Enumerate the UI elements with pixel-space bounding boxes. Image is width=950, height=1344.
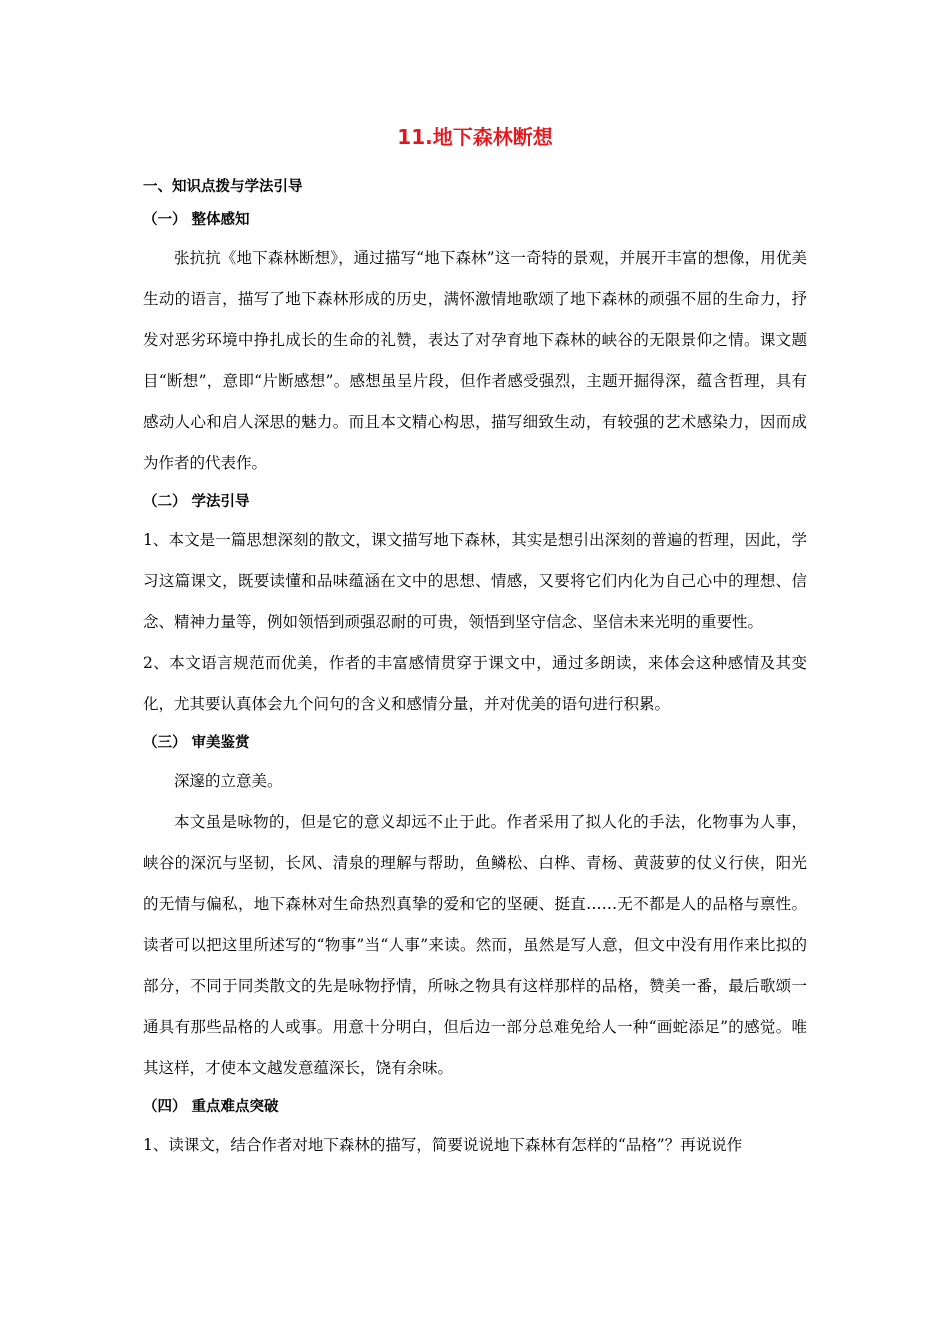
subsection-heading-study-method: （二） 学法引导 [143, 494, 250, 510]
paragraph-overall-perception: 张抗抗《地下森林断想》，通过描写“地下森林”这一奇特的景观，并展开丰富的想像，用优美生动的语言，描写了地下森林形成的历史，满怀激情地歌颂了地下森林的顽强不屈的生命力，抒发对恶劣环境中挣扎成长的生命的礼赞，表达了对孕育地下森林的峡谷的无限景仰之情。课文题目“断想”，意即“片断感想”。感想虽呈片段，但作者感受强烈，主题开掘得深，蕴含哲理，具有感动人心和启人深思的魅力。而且本文精心构思，描写细致生动，有较强的艺术感染力，因而成为作者的代表作。 [143, 249, 807, 472]
subsection-heading-key-points: （四） 重点难点突破 [143, 1099, 279, 1115]
paragraph-key-points-1: 1、读课文，结合作者对地下森林的描写，简要说说地下森林有怎样的“品格”？再说说作 [143, 1136, 743, 1154]
section-heading-knowledge: 一、知识点拨与学法引导 [143, 179, 303, 195]
paragraph-study-method-2: 2、本文语言规范而优美，作者的丰富感情贯穿于课文中，通过多朗读，来体会这种感情及其变化，尤其要认真体会九个问句的含义和感情分量，并对优美的语句进行积累。 [143, 654, 807, 713]
document-body [143, 172, 807, 1166]
subsection-heading-aesthetic-appreciation: （三） 审美鉴赏 [143, 735, 250, 751]
paragraph-aesthetic-1: 深邃的立意美。 [174, 772, 283, 790]
subsection-heading-overall-perception: （一） 整体感知 [143, 212, 250, 228]
document-title: 11.地下森林断想 [397, 125, 553, 149]
paragraph-aesthetic-2: 本文虽是咏物的，但是它的意义却远不止于此。作者采用了拟人化的手法，化物事为人事，峡谷的深沉与坚韧，长风、清泉的理解与帮助，鱼鳞松、白桦、青杨、黄菠萝的仗义行侠，阳光的无情与偏私，地下森林对生命热烈真挚的爱和它的坚硬、挺直……无不都是人的品格与禀性。读者可以把这里所述写的“物事”当“人事”来读。然而，虽然是写人意，但文中没有用作来比拟的部分，不同于同类散文的先是咏物抒情，所咏之物具有这样那样的品格，赞美一番，最后歌颂一通具有那些品格的人或事。用意十分明白，但后边一部分总难免给人一种“画蛇添足”的感觉。唯其这样，才使本文越发意蕴深长，饶有余味。 [143, 813, 807, 1077]
paragraph-study-method-1: 1、本文是一篇思想深刻的散文，课文描写地下森林，其实是想引出深刻的普遍的哲理，因此，学习这篇课文，既要读懂和品味蕴涵在文中的思想、情感，又要将它们内化为自己心中的理想、信念、精神力量等，例如领悟到顽强忍耐的可贵，领悟到坚守信念、坚信未来光明的重要性。 [143, 531, 807, 631]
